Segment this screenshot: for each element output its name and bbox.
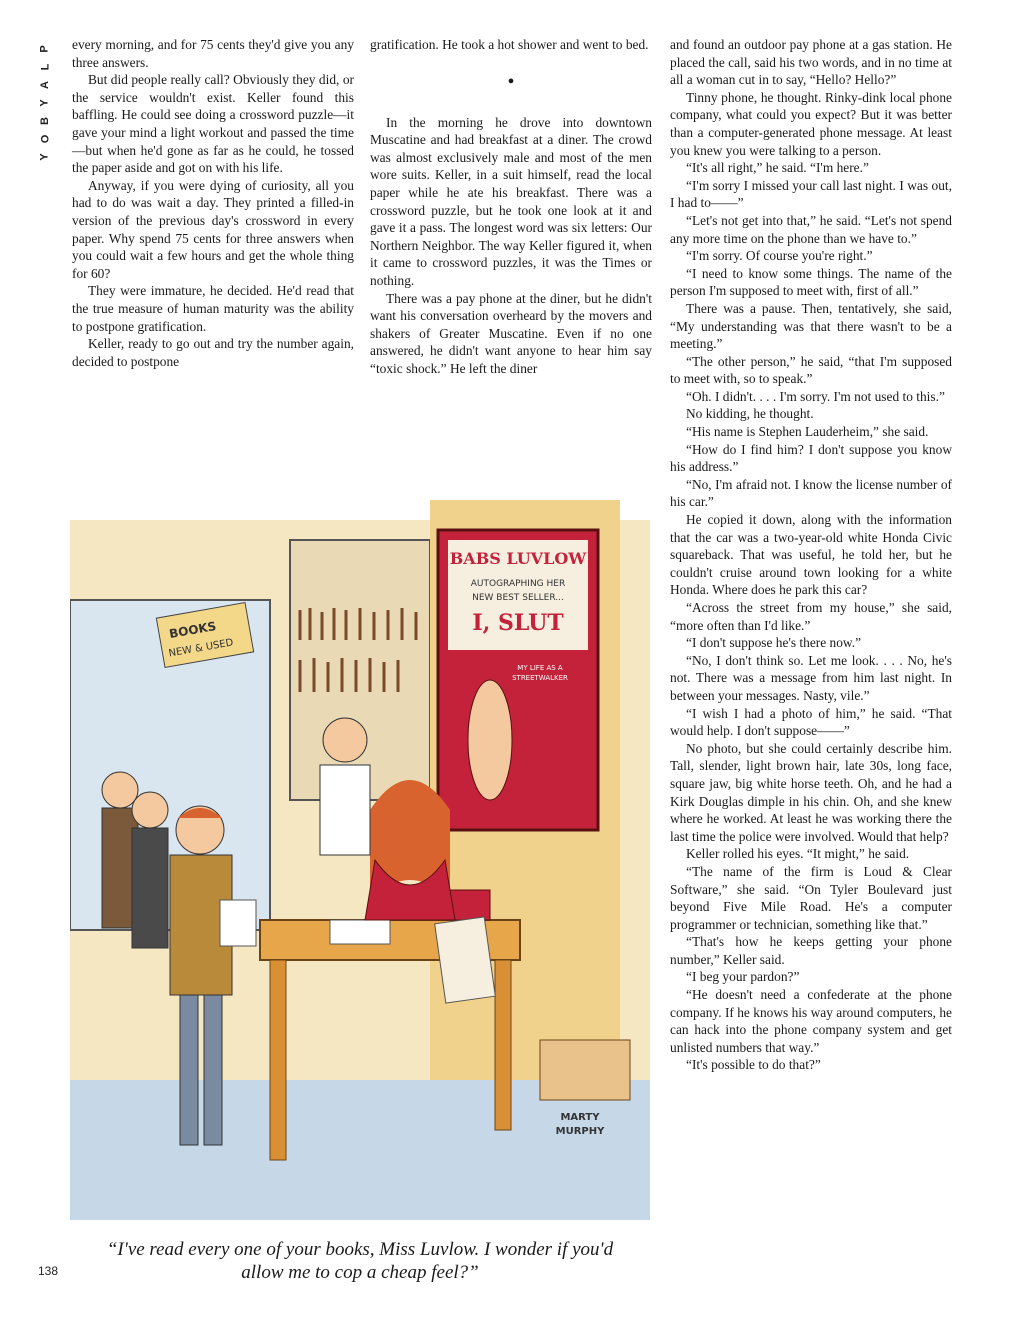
paragraph: There was a pause. Then, tentatively, she said, “My understanding was that there wasn't to be a meeting.”: [670, 300, 952, 352]
paragraph: every morning, and for 75 cents they'd give you any three answers.: [72, 37, 354, 70]
paragraph: “How do I find him? I don't suppose you know his address.”: [670, 441, 952, 475]
paragraph: They were immature, he decided. He'd read that the true measure of human maturity was the ability to postpone gratification.: [72, 283, 354, 334]
paragraph: Keller rolled his eyes. “It might,” he said.: [686, 846, 910, 862]
table-leg: [270, 960, 286, 1160]
queue-person-head: [102, 772, 138, 808]
cartoon-caption: “I've read every one of your books, Miss Luvlow. I wonder if you'd allow me to cop a cheap feel?”: [106, 1239, 614, 1283]
paragraph: and found an outdoor pay phone at a gas station. He placed the call, said his two words, and in no time at all a woman cut in to say, “Hello? Hello?”: [670, 37, 952, 88]
text-column-2: [370, 36, 652, 378]
store-sign-line1: BOOKS: [168, 619, 218, 642]
poster-subtitle2: STREETWALKER: [512, 674, 568, 682]
paragraph: “No, I'm afraid not. I know the license number of his car.”: [670, 476, 952, 510]
poster-line2: NEW BEST SELLER...: [472, 593, 564, 603]
displayed-book: [435, 917, 496, 1003]
paragraph: gratification. He took a hot shower and went to bed.: [370, 37, 649, 52]
sidebar-letter: Y: [39, 99, 51, 107]
paragraph: “The name of the firm is Loud & Clear Software,” she said. “On Tyler Boulevard just beyond Five Mile Road. He's a computer programmer or technician, something like that.”: [670, 863, 952, 932]
clerk-shirt: [320, 765, 370, 855]
paragraph: He copied it down, along with the information that the car was a two-year-old white Honda Civic squareback. That was useful, he told her, but he couldn't cruise around town looking for a white Honda. Where does he park this car?: [670, 512, 952, 598]
text-column-3: [670, 36, 952, 1074]
queue-person-head: [132, 792, 168, 828]
paragraph: “I don't suppose he's there now.”: [686, 635, 862, 651]
fan-leg: [180, 995, 198, 1145]
floor: [70, 1080, 650, 1220]
magazine-sidebar: [36, 40, 54, 166]
paragraph: There was a pay phone at the diner, but he didn't want his conversation overheard by the movers and shakers of Greater Muscatine. Even if no one answered, he didn't want anyone to hear him say “toxic shock.” He left the diner: [370, 290, 652, 376]
page-number: 138: [38, 1264, 59, 1278]
paragraph: In the morning he drove into downtown Muscatine and had breakfast at a diner. The crowd was almost exclusively male and most of the men wore suits. Keller, in a suit himself, read the local paper while he ate his breakfast. There was a crossword puzzle, but he took one look at it and gave it a pass. The longest word was six letters: Our Northern Neighbor. The way Keller figured it, when it came to crossword puzzles, it was the Times or nothing.: [370, 114, 652, 288]
sidebar-letter: L: [38, 63, 51, 71]
paragraph: No kidding, he thought.: [686, 406, 814, 422]
paragraph: No photo, but she could certainly describe him. Tall, slender, light brown hair, late 30s, long face, square jaw, big white horse teeth. Oh, and he had a Kirk Douglas dimple in his chin. Oh, and she knew where he worked. At least he was working there the last time the police were involved. Would that help?: [670, 740, 952, 844]
paragraph: “Across the street from my house,” she said, “more often than I'd like.”: [670, 600, 952, 633]
poster-figure: [468, 680, 512, 800]
paragraph: “He doesn't need a confederate at the phone company. If he knows his way around computers, he can hack into the phone company system and get unlisted numbers that way.”: [670, 987, 952, 1055]
poster-book-title: I, SLUT: [472, 610, 564, 636]
fan-books: [220, 900, 256, 946]
bookshelf: [290, 540, 430, 800]
sidebar-letter: Y: [39, 153, 51, 161]
artist-signature-line1: MARTY: [560, 1112, 600, 1123]
paragraph: “I'm sorry. Of course you're right.”: [686, 248, 873, 264]
sidebar-letter: O: [39, 134, 51, 144]
paragraph: Tinny phone, he thought. Rinky-dink local phone company, what could you expect? But it was better than a computer-generated phone message. At least you knew you were talking to a person.: [670, 89, 952, 158]
artist-signature-line2: MURPHY: [555, 1126, 605, 1137]
sidebar-letter: B: [38, 117, 51, 125]
paragraph: “Oh. I didn't. . . . I'm sorry. I'm not used to this.”: [686, 388, 945, 404]
paragraph: “It's all right,” he said. “I'm here.”: [686, 160, 869, 176]
paragraph: “I'm sorry I missed your call last night. I was out, I had to——”: [670, 177, 952, 211]
book-box: [540, 1040, 630, 1100]
fan-leg: [204, 995, 222, 1145]
poster-subtitle1: MY LIFE AS A: [517, 664, 563, 672]
table-leg: [495, 960, 511, 1130]
paragraph: “The other person,” he said, “that I'm supposed to meet with, so to speak.”: [670, 353, 952, 387]
sidebar-letter: A: [38, 81, 51, 89]
paragraph: “No, I don't think so. Let me look. . . . No, he's not. There was a message from him last night. In between your messages. Nasty, vile.”: [670, 652, 952, 703]
paragraph: “His name is Stephen Lauderheim,” she said.: [686, 424, 929, 440]
section-break-bullet: •: [507, 70, 515, 93]
paragraph: Anyway, if you were dying of curiosity, all you had to do was wait a day. They printed a filled-in version of the previous day's crossword in every paper. Why spend 75 cents for three answers when you could wait a few hours and get the whole thing for 60?: [72, 177, 354, 281]
sidebar-letter: P: [39, 45, 51, 53]
paragraph: “That's how he keeps getting your phone number,” Keller said.: [670, 934, 952, 967]
poster-line1: AUTOGRAPHING HER: [470, 579, 566, 589]
text-column-1: [72, 36, 354, 370]
paragraph: “It's possible to do that?”: [686, 1057, 821, 1073]
clerk-head: [323, 718, 367, 762]
paragraph: “I need to know some things. The name of the person I'm supposed to meet with, first of all.”: [670, 265, 952, 299]
paragraph: “I beg your pardon?”: [686, 969, 800, 985]
poster-title: BABS LUVLOW: [449, 549, 587, 568]
paragraph: But did people really call? Obviously they did, or the service wouldn't exist. Keller found this baffling. He could see doing a crossword puzzle—it gave your mind a light workout and passed the time—but when he'd gone as far as he could, he tossed the paper aside and got on with his life.: [72, 72, 354, 176]
signing-paper: [330, 920, 390, 944]
paragraph: “Let's not get into that,” he said. “Let's not spend any more time on the phone than we have to.”: [670, 212, 952, 246]
queue-person-body: [132, 828, 168, 948]
paragraph: Keller, ready to go out and try the number again, decided to postpone: [72, 336, 354, 369]
cartoon-illustration: [70, 480, 650, 1220]
paragraph: “I wish I had a photo of him,” he said. “That would help. I don't suppose——”: [670, 705, 952, 739]
store-sign-line2: NEW & USED: [167, 637, 235, 660]
